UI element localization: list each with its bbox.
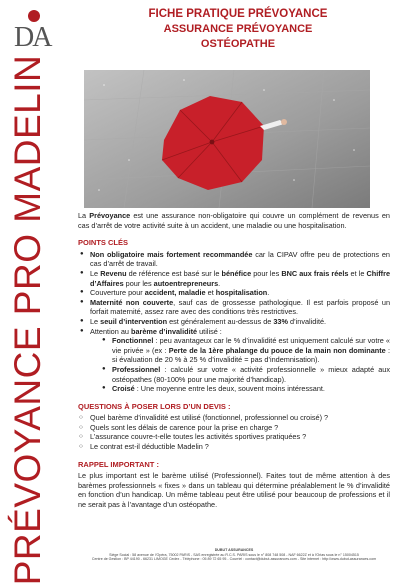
o3-bold: Croisé [112, 384, 135, 394]
kp1-rest: car la CIPAV offre peu de protections en cas d’arrêt de travail. [90, 249, 390, 269]
o2-bold: Professionnel [112, 364, 161, 374]
kp4-rest: , sauf cas de grossesse pathologique. Il est parfois proposé un forfait maternité, assez rare avec des conditions très restrictives. [90, 297, 390, 317]
logo-text: DA [14, 22, 51, 53]
kp2-i: pour les [123, 278, 154, 288]
scale-types-list [90, 336, 390, 394]
kp4-bold: Maternité non couverte [90, 297, 174, 307]
question-item: ○ L’assurance couvre-t-elle toutes les activités sportives pratiquées ? [90, 432, 390, 442]
kp6-a: Attention au [90, 326, 131, 336]
kp1-bold: Non obligatoire mais fortement recommandée [90, 249, 253, 259]
header-line-1: FICHE PRATIQUE PRÉVOYANCE [148, 8, 328, 20]
o1-b: Perte de la 1ère phalange du pouce de la main non dominante [168, 345, 386, 355]
kp3-a: Couverture pour [90, 288, 145, 298]
kp5-e: d’invalidité. [287, 316, 327, 326]
document-footer [78, 548, 390, 562]
key-point [90, 288, 390, 298]
kp2-e: pour les [251, 268, 282, 278]
o1-a: : peu avantageux car le % d’invalidité est uniquement calculé sur votre « vie privée » (ex : [112, 336, 390, 355]
section-title-reminder: RAPPEL IMPORTANT : [78, 459, 159, 469]
reminder-paragraph: Le plus important est le barème utilisé (Professionnel). Faites tout de même attention à des barèmes professionnels « fixes » dans un tableau qui détermine préalablement le % d’invalidité en fonction d’un handicap. Un même tableau peut être utilisé pour beaucoup de professions et il ne serait pas à l’avantage d’un ostéopathe. [78, 471, 390, 510]
logo-dot [28, 10, 40, 22]
kp3-d: hospitalisation [215, 288, 268, 298]
footer-company: DUBUT ASSURANCES [214, 548, 254, 552]
kp5-b: seuil d’intervention [100, 316, 168, 326]
vertical-title-text: PRÉVOYANCE PRO MADELIN [7, 54, 48, 585]
kp2-d: bénéfice [221, 268, 252, 278]
kp2-k: . [218, 278, 221, 288]
company-logo [14, 10, 58, 54]
section-title-points: POINTS CLÉS [78, 238, 129, 248]
intro-bold: Prévoyance [89, 211, 131, 220]
header-line-3: OSTÉOPATHE [200, 38, 276, 50]
kp3-b: accident, maladie [144, 288, 206, 298]
section-title-questions: QUESTIONS À POSER LORS D’UN DEVIS : [78, 401, 231, 411]
kp6-b: barème d’invalidité [130, 326, 198, 336]
document-body [78, 211, 390, 510]
o1-bold: Fonctionnel [112, 336, 154, 346]
kp2-c: de référence est basé sur le [126, 268, 222, 278]
kp5-d: 33% [273, 316, 288, 326]
kp2-j: autoentrepreneurs [153, 278, 219, 288]
intro-paragraph [78, 211, 390, 230]
key-point [90, 317, 390, 327]
o3-rest: : Une moyenne entre les deux, souvent moins intéressant. [134, 384, 325, 394]
kp2-b: Revenu [100, 268, 127, 278]
key-point [90, 250, 390, 269]
kp3-e: . [267, 288, 270, 298]
scale-type [112, 365, 390, 384]
kp2-g: et le [348, 268, 367, 278]
key-point [90, 327, 390, 394]
scale-type [112, 384, 390, 394]
question-item: ○ Quel barème d’invalidité est utilisé (fonctionnel, professionnel ou croisé) ? [90, 413, 390, 423]
key-point [90, 269, 390, 288]
o2-rest: : calculé sur votre « activité professionnelle » mieux adapté aux ostéopathes (80-100% pour une majorité d’handicap). [112, 364, 390, 384]
kp5-c: est généralement au-dessus de [167, 316, 274, 326]
key-point [90, 298, 390, 317]
question-item: ○ Quels sont les délais de carence pour la prise en charge ? [90, 423, 390, 433]
kp3-c: et [205, 288, 216, 298]
kp6-c: utilisé : [197, 326, 222, 336]
footer-line-1: Siège Social : 58 avenue de l’Opéra, 75002 PARIS - SAS enregistrée au R.C.S. PARIS sous le n° 808 748 508 - NAF 6622Z et à l’Orias sous le n° 15004515 [109, 552, 359, 557]
intro-pre: La [78, 211, 90, 220]
vertical-title [7, 54, 48, 585]
document-header [78, 8, 398, 50]
kp2-a: Le [90, 268, 101, 278]
header-line-2: ASSURANCE PRÉVOYANCE [163, 23, 313, 35]
kp5-a: Le [90, 316, 101, 326]
intro-rest: est une assurance non-obligatoire qui couvre un complément de revenus en cas d’arrêt de votre activité suite à un accident, une maladie ou une hospitalisation. [78, 211, 390, 230]
o1-c: : si évaluation de 20 % à 25 % d’invalidité = pas d’indemnisation). [112, 345, 391, 365]
scale-type [112, 336, 390, 365]
questions-list [78, 413, 390, 451]
umbrella-photo [84, 70, 370, 208]
question-item: ○ Le contrat est-il déductible Madelin ? [90, 442, 390, 452]
kp2-f: BNC aux frais réels [281, 268, 349, 278]
kp2-h: Chiffre d’Affaires [90, 268, 391, 288]
footer-line-2: Centre de Gestion : BP 44190 - 66231 LIMOGE Cedex - Téléphone : 05 89 72 65 95 - Courriel : contact@dubut-assurances.com - Site internet : http://www.dubut-assurances.com [91, 557, 377, 562]
umbrella-illustration [84, 70, 370, 208]
key-points-list [78, 250, 390, 394]
